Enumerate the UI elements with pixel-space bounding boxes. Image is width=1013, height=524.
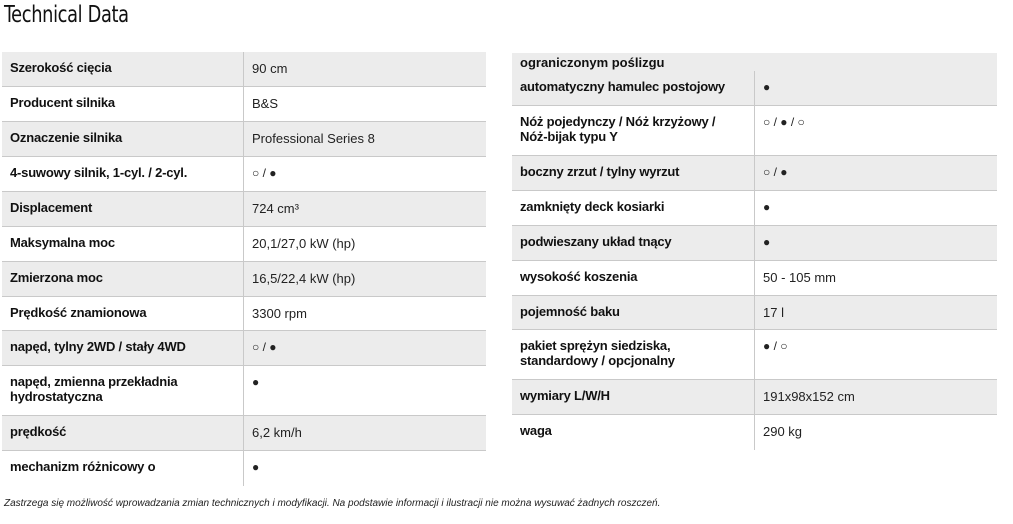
table-row	[2, 227, 486, 262]
row-value: ●	[252, 375, 260, 389]
table-row	[2, 297, 486, 331]
table-row	[2, 366, 486, 416]
row-label: prędkość	[2, 416, 244, 450]
row-value: Professional Series 8	[252, 131, 375, 146]
table-row	[512, 415, 997, 450]
table-row	[512, 156, 997, 191]
page-title: Technical Data	[4, 2, 129, 28]
table-row	[2, 192, 486, 227]
table-row	[2, 416, 486, 451]
row-value: 16,5/22,4 kW (hp)	[252, 271, 356, 286]
row-value: 6,2 km/h	[252, 425, 302, 440]
row-value: B&S	[252, 96, 279, 111]
row-value: ● / ○	[763, 339, 788, 353]
row-value: 20,1/27,0 kW (hp)	[252, 236, 356, 251]
row-label: waga	[512, 415, 755, 450]
row-value: ●	[252, 460, 260, 474]
table-row	[512, 191, 997, 226]
spec-table-left	[2, 52, 486, 486]
row-label: pojemność baku	[512, 296, 755, 329]
row-label: wymiary L/W/H	[512, 380, 755, 414]
row-label: pakiet sprężyn siedziska, standardowy / opcjonalny	[512, 330, 755, 379]
row-label: podwieszany układ tnący	[512, 226, 755, 260]
row-label-continuation: ograniczonym poślizgu	[520, 55, 665, 70]
row-value: ●	[763, 80, 771, 94]
row-label: napęd, tylny 2WD / stały 4WD	[2, 331, 244, 365]
table-row	[512, 380, 997, 415]
row-value: 50 - 105 mm	[763, 270, 836, 285]
table-row	[2, 157, 486, 192]
table-row	[512, 296, 997, 330]
row-label: 4-suwowy silnik, 1-cyl. / 2-cyl.	[2, 157, 244, 191]
row-value: ○ / ●	[252, 166, 277, 180]
table-row	[2, 262, 486, 297]
row-label: Zmierzona moc	[2, 262, 244, 296]
row-value: 17 l	[763, 305, 784, 320]
row-label: Maksymalna moc	[2, 227, 244, 261]
table-row-continuation	[512, 53, 997, 71]
row-value: ○ / ●	[763, 165, 788, 179]
table-row	[512, 226, 997, 261]
table-row	[2, 122, 486, 157]
row-label: Prędkość znamionowa	[2, 297, 244, 330]
row-value: 90 cm	[252, 61, 288, 76]
row-value: ○ / ● / ○	[763, 115, 805, 129]
row-value: 191x98x152 cm	[763, 389, 855, 404]
table-row	[2, 87, 486, 122]
table-row	[512, 106, 997, 156]
row-label: Oznaczenie silnika	[2, 122, 244, 156]
row-label: napęd, zmienna przekładnia hydrostatyczna	[2, 366, 244, 415]
row-value: ●	[763, 235, 771, 249]
row-value: 724 cm³	[252, 201, 299, 216]
row-label: wysokość koszenia	[512, 261, 755, 295]
row-label: zamknięty deck kosiarki	[512, 191, 755, 225]
spec-table-right	[512, 53, 997, 450]
row-value: 3300 rpm	[252, 306, 307, 321]
row-label: Nóż pojedynczy / Nóż krzyżowy / Nóż-bijak typu Y	[512, 106, 755, 155]
row-label: Szerokość cięcia	[2, 52, 244, 86]
table-row	[2, 331, 486, 366]
table-row	[2, 52, 486, 87]
row-label: Displacement	[2, 192, 244, 226]
table-row	[2, 451, 486, 486]
row-label: boczny zrzut / tylny wyrzut	[512, 156, 755, 190]
row-label: mechanizm różnicowy o	[2, 451, 244, 486]
disclaimer-note: Zastrzega się możliwość wprowadzania zmian technicznych i modyfikacji. Na podstawie informacji i ilustracji nie można wysuwać żadnych roszczeń.	[4, 498, 661, 509]
row-value: 290 kg	[763, 424, 803, 439]
row-value: ●	[763, 200, 771, 214]
row-label: Producent silnika	[2, 87, 244, 121]
table-row	[512, 71, 997, 106]
table-row	[512, 330, 997, 380]
table-row	[512, 261, 997, 296]
row-label: automatyczny hamulec postojowy	[512, 71, 755, 105]
row-value: ○ / ●	[252, 340, 277, 354]
